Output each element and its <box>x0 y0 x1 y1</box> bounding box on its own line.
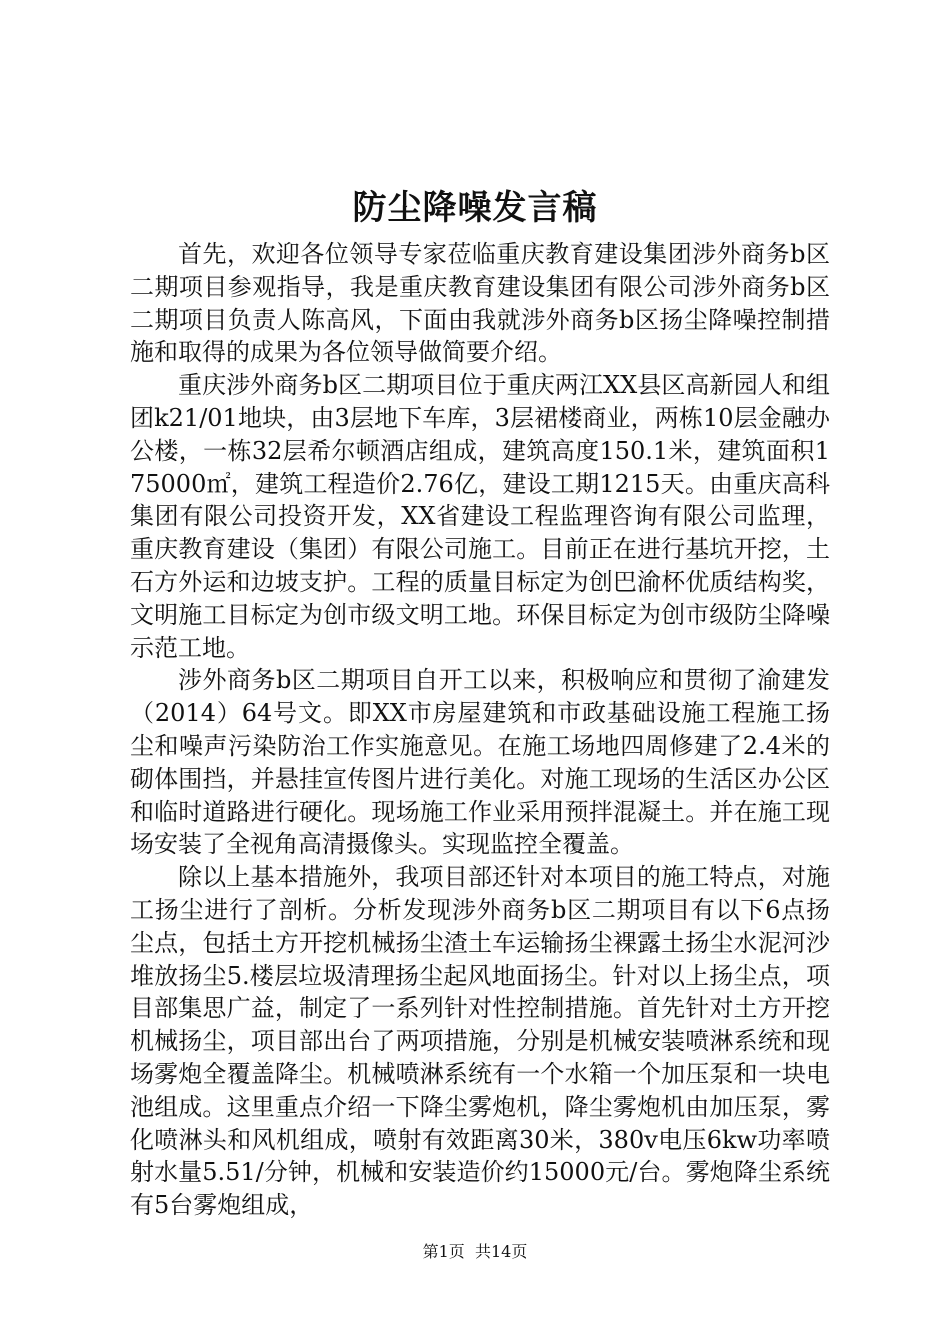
page-number: 第1页 <box>422 1242 465 1261</box>
paragraph-basic-measures: 涉外商务b区二期项目自开工以来，积极响应和贯彻了渝建发（2014）64号文。即XX市房屋建筑和市政基础设施工程施工扬尘和噪声污染防治工作实施意见。在施工场地四周修建了2.4米的砌体围挡，并悬挂宣传图片进行美化。对施工现场的生活区办公区和临时道路进行硬化。现场施工作业采用预拌混凝土。并在施工现场安装了全视角高清摄像头。实现监控全覆盖。 <box>130 666 830 859</box>
page-footer <box>0 1240 950 1264</box>
page-title: 防尘降噪发言稿 <box>352 188 598 228</box>
paragraph-intro: 首先，欢迎各位领导专家莅临重庆教育建设集团涉外商务b区二期项目参观指导，我是重庆教育建设集团有限公司涉外商务b区二期项目负责人陈高风，下面由我就涉外商务b区扬尘降噪控制措施和取得的成果为各位领导做简要介绍。 <box>130 240 830 367</box>
footer-spacer <box>465 1242 475 1261</box>
paragraph-dust-analysis: 除以上基本措施外，我项目部还针对本项目的施工特点，对施工扬尘进行了剖析。分析发现涉外商务b区二期项目有以下6点扬尘点，包括土方开挖机械扬尘渣土车运输扬尘裸露土扬尘水泥河沙堆放扬尘5.楼层垃圾清理扬尘起风地面扬尘。针对以上扬尘点，项目部集思广益，制定了一系列针对性控制措施。首先针对土方开挖机械扬尘，项目部出台了两项措施，分别是机械安装喷淋系统和现场雾炮全覆盖降尘。机械喷淋系统有一个水箱一个加压泵和一块电池组成。这里重点介绍一下降尘雾炮机，降尘雾炮机由加压泵，雾化喷淋头和风机组成，喷射有效距离30米，380v电压6kw功率喷射水量5.51/分钟，机械和安装造价约15000元/台。雾炮降尘系统有5台雾炮组成， <box>130 863 830 1220</box>
paragraph-project-overview: 重庆涉外商务b区二期项目位于重庆两江XX县区高新园人和组团k21/01地块，由3层地下车库，3层裙楼商业，两栋10层金融办公楼，一栋32层希尔顿酒店组成，建筑高度150.1米，建筑面积175000㎡，建筑工程造价2.76亿，建设工期1215天。由重庆高科集团有限公司投资开发，XX省建设工程监理咨询有限公司监理，重庆教育建设（集团）有限公司施工。目前正在进行基坑开挖，土石方外运和边坡支护。工程的质量目标定为创巴渝杯优质结构奖，文明施工目标定为创市级文明工地。环保目标定为创市级防尘降噪示范工地。 <box>130 371 830 662</box>
page-total: 共14页 <box>474 1242 528 1261</box>
document-body <box>130 238 830 1222</box>
